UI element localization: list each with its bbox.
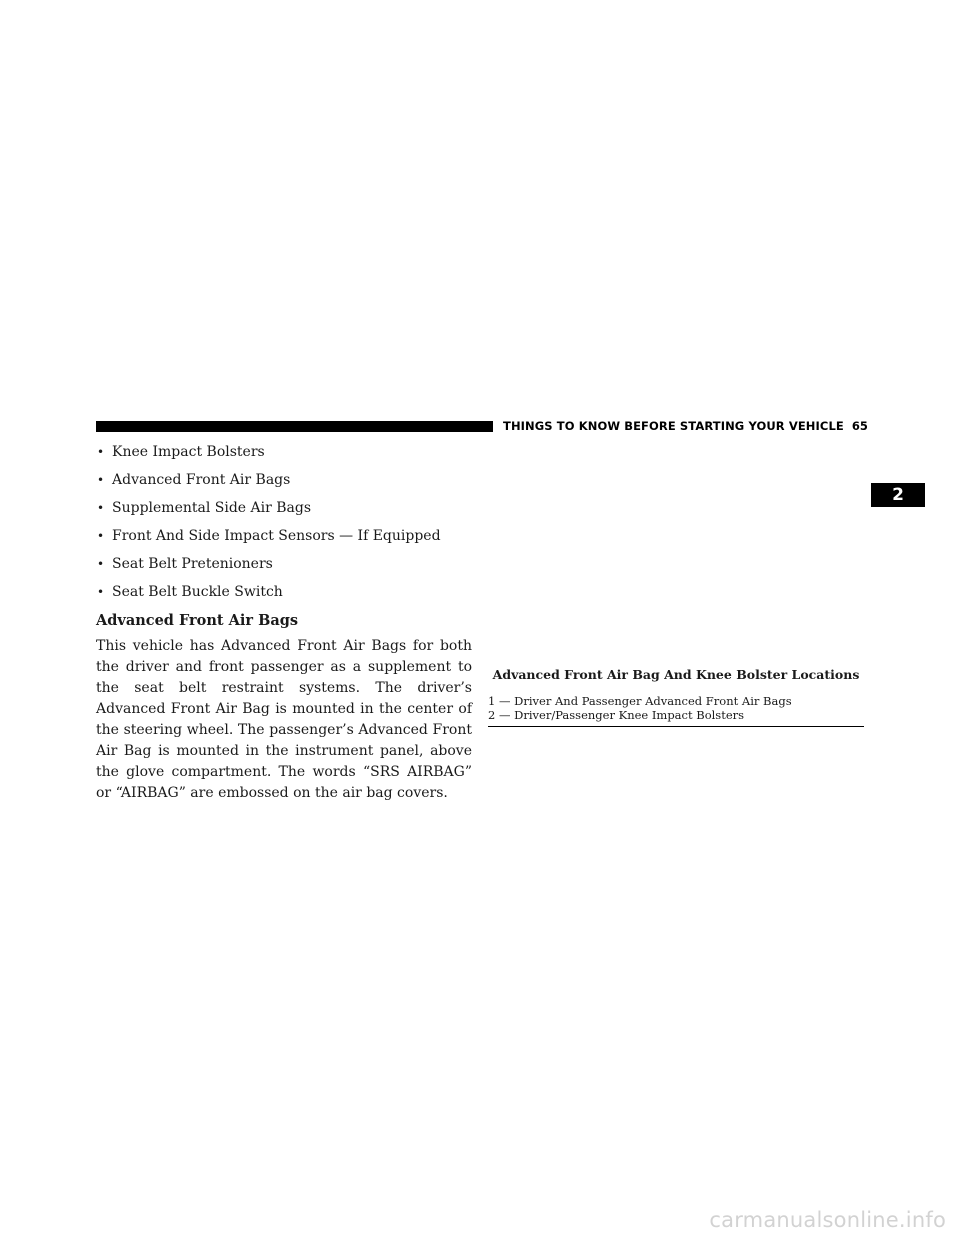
chapter-tab: 2 <box>871 483 925 507</box>
list-item-text: Knee Impact Bolsters <box>112 444 265 460</box>
bullet-icon: • <box>97 473 105 487</box>
list-item-text: Front And Side Impact Sensors — If Equipped <box>112 528 441 544</box>
bullet-icon: • <box>97 529 105 543</box>
body-paragraph: This vehicle has Advanced Front Air Bags for both the driver and front passenger as a supplement to the seat belt restraint systems. The driver’s Advanced Front Air Bag is mounted in the center of the steering wheel. The passenger’s Advanced Front Air Bag is mounted in the instrument panel, above the glove compartment. The words “SRS AIRBAG” or “AIRBAG” are embossed on the air bag covers. <box>96 638 472 801</box>
list-item <box>97 526 441 554</box>
list-item-text: Advanced Front Air Bags <box>112 472 291 488</box>
list-item <box>97 498 441 526</box>
section-title: THINGS TO KNOW BEFORE STARTING YOUR VEHICLE <box>503 419 844 433</box>
list-item-text: Supplemental Side Air Bags <box>112 500 312 516</box>
bullet-icon: • <box>97 501 105 515</box>
bullet-icon: • <box>97 445 105 459</box>
list-item-text: Seat Belt Pretenioners <box>112 556 273 572</box>
legend-item: 2 — Driver/Passenger Knee Impact Bolsters <box>488 708 745 722</box>
figure-caption: Advanced Front Air Bag And Knee Bolster Locations <box>492 667 860 682</box>
header-bar <box>96 421 493 432</box>
list-item <box>97 582 441 610</box>
page-number: 65 <box>851 419 869 433</box>
list-item <box>97 442 441 470</box>
figure-image <box>488 445 864 660</box>
bullet-icon: • <box>97 557 105 571</box>
list-item <box>97 470 441 498</box>
list-item <box>97 554 441 582</box>
figure-legend <box>488 694 864 727</box>
feature-list <box>97 442 441 610</box>
watermark: carmanualsonline.info <box>709 1208 946 1232</box>
section-heading: Advanced Front Air Bags <box>96 612 299 629</box>
running-header <box>503 419 868 433</box>
bullet-icon: • <box>97 585 105 599</box>
legend-item: 1 — Driver And Passenger Advanced Front Air Bags <box>488 694 792 708</box>
list-item-text: Seat Belt Buckle Switch <box>112 584 283 600</box>
